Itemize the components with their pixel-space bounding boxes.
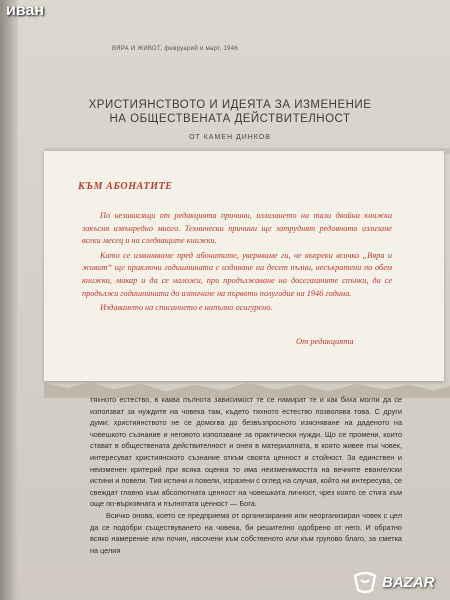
bazar-logo-text: BAZAR bbox=[382, 574, 435, 591]
notice-paragraph-3: Издаването на списанието е напълно осигурено. bbox=[100, 303, 273, 313]
notice-text bbox=[82, 210, 392, 317]
watermark-label: иван bbox=[6, 2, 45, 19]
body-paragraph-2: Всичко онова, което се предприема от организирания или неорганизиран човек с цел да се подобри съществуването на човека, би решително одобрено от него. И обратно всяко намерение или почин, насочени към собственото или към групово благо, за сметка на целия bbox=[90, 510, 402, 555]
article-author: ОТ КАМЕН ДИНКОВ bbox=[189, 134, 271, 141]
notice-paragraph-2: Като се извиняваме пред абонатите, уверяваме ги, че въпреки всичко „Вяра и живот“ ще приключи годишнината с издаване на десет пълни, несъкратени по обем книжки, макар и да се наложи, при продължаване на досегашните спънки, да се продължи годишнината до изтичане на първото полугодие на 1946 година. bbox=[82, 250, 392, 298]
article-title-line-1: ХРИСТИЯНСТВОТО И ИДЕЯТА ЗА ИЗМЕНЕНИЕ bbox=[88, 99, 372, 111]
journal-header: ВЯРА И ЖИВОТ, февруарий и март, 1946 bbox=[112, 46, 238, 52]
binding-shadow bbox=[0, 0, 18, 600]
article-title bbox=[60, 98, 400, 126]
article-title-line-2: НА ОБЩЕСТВЕНАТА ДЕЙСТВИТЕЛНОСТ bbox=[109, 113, 351, 125]
article-body bbox=[90, 394, 402, 556]
body-paragraph-1: тяхното естество, в каква пълнота зависимост те се намират те и как биха могли да се използват за нуждите на човека там, където тяхното естество позволява това. С други думи: християнството не се домогва до безвъзпросното изясняване на даденото на човешкото съзнание и неговото използване за практически нужди. Що се промени, които стават в обществената действителност и онея в материалната, в която живее пък човек, интересуват християнското съзнание откъм своята ценност и стойност. За единствен и неизменен критерий при всяка оценка то има неизменимостта на вечните евангелски истини и повели. Тия истини и повели, изразени с оглед на случая, който ни интересува, се свеждат главно към абсолютната ценност на човешката личност, чрез която се стига към още по-върховната и пълнотата ценност — Бога. bbox=[90, 395, 402, 509]
notice-heading: КЪМ АБОНАТИТЕ bbox=[78, 181, 173, 192]
notice-signature: От редакцията bbox=[296, 336, 354, 346]
bazar-logo-icon bbox=[352, 570, 378, 594]
notice-paragraph-1: По независящи от редакцията причини, излизането на тази двойна книжка закъсня извънредно много. Технически причини ще затруднят редовното излизане всеки месец и на следващите книжки. bbox=[82, 211, 392, 246]
